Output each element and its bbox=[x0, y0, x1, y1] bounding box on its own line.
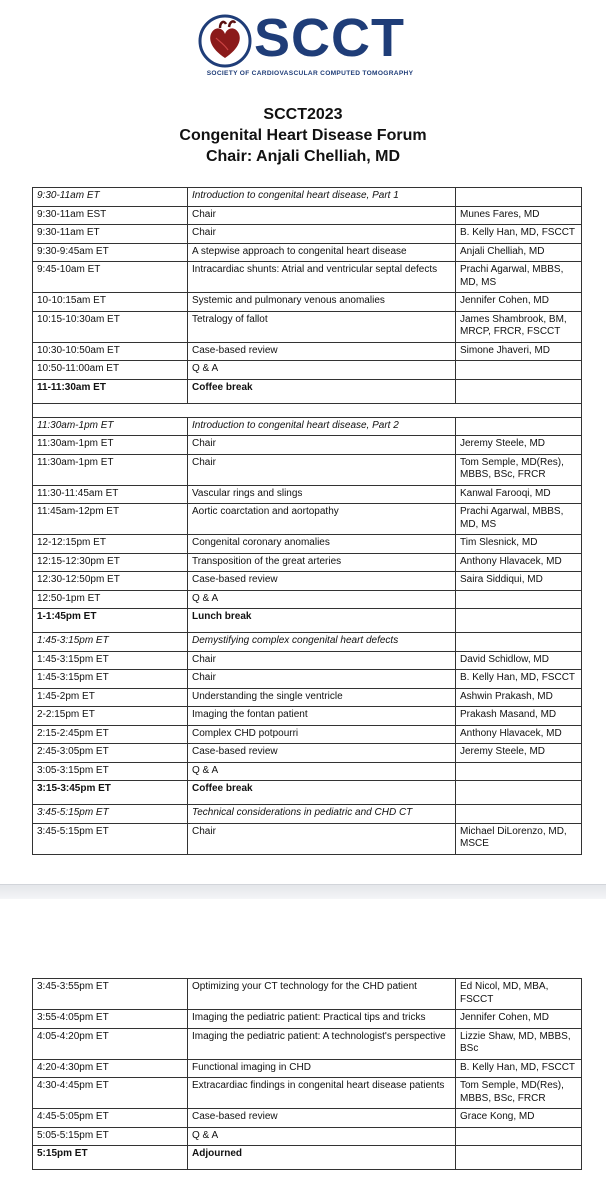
table-row bbox=[33, 225, 582, 244]
cell-time: 3:45-5:15pm ET bbox=[33, 805, 188, 824]
table-row bbox=[33, 1127, 582, 1146]
cell-topic: Q & A bbox=[188, 762, 456, 781]
table-row bbox=[33, 454, 582, 485]
cell-topic: Chair bbox=[188, 670, 456, 689]
table-row bbox=[33, 823, 582, 854]
cell-speaker: Prachi Agarwal, MBBS, MD, MS bbox=[456, 504, 582, 535]
cell-speaker: James Shambrook, BM, MRCP, FRCR, FSCCT bbox=[456, 311, 582, 342]
cell-time: 9:45-10am ET bbox=[33, 262, 188, 293]
cell-time: 3:45-3:55pm ET bbox=[33, 979, 188, 1010]
cell-speaker bbox=[456, 417, 582, 436]
table-row bbox=[33, 688, 582, 707]
table-row bbox=[33, 762, 582, 781]
cell-time: 9:30-11am EST bbox=[33, 206, 188, 225]
cell-topic: Lunch break bbox=[188, 609, 456, 633]
table-row bbox=[33, 1028, 582, 1059]
cell-speaker: Ashwin Prakash, MD bbox=[456, 688, 582, 707]
table-row bbox=[33, 417, 582, 436]
cell-time: 11:30am-1pm ET bbox=[33, 454, 188, 485]
table-row bbox=[33, 293, 582, 312]
cell-speaker: Jeremy Steele, MD bbox=[456, 436, 582, 455]
cell-speaker bbox=[456, 633, 582, 652]
cell-time: 9:30-11am ET bbox=[33, 225, 188, 244]
table-row bbox=[33, 379, 582, 403]
cell-time: 9:30-9:45am ET bbox=[33, 243, 188, 262]
cell-speaker bbox=[456, 590, 582, 609]
table-row bbox=[33, 262, 582, 293]
table-row bbox=[33, 651, 582, 670]
cell-speaker: Kanwal Farooqi, MD bbox=[456, 485, 582, 504]
cell-speaker bbox=[456, 762, 582, 781]
cell-time: 3:55-4:05pm ET bbox=[33, 1010, 188, 1029]
cell-topic: Case-based review bbox=[188, 744, 456, 763]
cell-topic: Functional imaging in CHD bbox=[188, 1059, 456, 1078]
cell-topic: Case-based review bbox=[188, 342, 456, 361]
table-row bbox=[33, 553, 582, 572]
cell-time: 4:05-4:20pm ET bbox=[33, 1028, 188, 1059]
cell-speaker: Munes Fares, MD bbox=[456, 206, 582, 225]
cell-time: 3:45-5:15pm ET bbox=[33, 823, 188, 854]
cell-time: 10:15-10:30am ET bbox=[33, 311, 188, 342]
table-row bbox=[33, 1059, 582, 1078]
cell-speaker: Prachi Agarwal, MBBS, MD, MS bbox=[456, 262, 582, 293]
cell-speaker bbox=[456, 188, 582, 207]
spacer-cell bbox=[33, 403, 582, 417]
cell-speaker: Saira Siddiqui, MD bbox=[456, 572, 582, 591]
table-row bbox=[33, 725, 582, 744]
cell-topic: Chair bbox=[188, 436, 456, 455]
document-page-2 bbox=[0, 899, 606, 1200]
table-row bbox=[33, 572, 582, 591]
cell-topic: Chair bbox=[188, 454, 456, 485]
cell-speaker bbox=[456, 805, 582, 824]
cell-speaker: David Schidlow, MD bbox=[456, 651, 582, 670]
schedule-table-1 bbox=[32, 187, 582, 855]
cell-time: 5:15pm ET bbox=[33, 1146, 188, 1170]
cell-time: 3:05-3:15pm ET bbox=[33, 762, 188, 781]
cell-topic: Systemic and pulmonary venous anomalies bbox=[188, 293, 456, 312]
cell-topic: Aortic coarctation and aortopathy bbox=[188, 504, 456, 535]
cell-topic: Imaging the pediatric patient: Practical tips and tricks bbox=[188, 1010, 456, 1029]
cell-time: 11:30am-1pm ET bbox=[33, 436, 188, 455]
cell-time: 1:45-3:15pm ET bbox=[33, 633, 188, 652]
cell-time: 4:30-4:45pm ET bbox=[33, 1078, 188, 1109]
cell-speaker: Grace Kong, MD bbox=[456, 1109, 582, 1128]
table-row bbox=[33, 609, 582, 633]
title-forum: Congenital Heart Disease Forum bbox=[179, 127, 427, 144]
cell-time: 10:50-11:00am ET bbox=[33, 361, 188, 380]
page-separator bbox=[0, 884, 606, 900]
logo-wordmark: SCCT bbox=[254, 8, 405, 68]
logo-subtitle: SOCIETY OF CARDIOVASCULAR COMPUTED TOMOGRAPHY bbox=[206, 70, 414, 77]
table-row bbox=[33, 342, 582, 361]
table-row bbox=[33, 979, 582, 1010]
cell-topic: Intracardiac shunts: Atrial and ventricular septal defects bbox=[188, 262, 456, 293]
table-row bbox=[33, 311, 582, 342]
cell-speaker: Michael DiLorenzo, MD, MSCE bbox=[456, 823, 582, 854]
cell-topic: Adjourned bbox=[188, 1146, 456, 1170]
cell-speaker: Lizzie Shaw, MD, MBBS, BSc bbox=[456, 1028, 582, 1059]
cell-topic: Optimizing your CT technology for the CHD patient bbox=[188, 979, 456, 1010]
cell-time: 5:05-5:15pm ET bbox=[33, 1127, 188, 1146]
cell-topic: Demystifying complex congenital heart defects bbox=[188, 633, 456, 652]
table-row bbox=[33, 188, 582, 207]
cell-topic: Chair bbox=[188, 206, 456, 225]
cell-speaker bbox=[456, 379, 582, 403]
title-event: SCCT2023 bbox=[263, 106, 343, 123]
cell-time: 4:20-4:30pm ET bbox=[33, 1059, 188, 1078]
cell-topic: Coffee break bbox=[188, 781, 456, 805]
cell-time: 1:45-3:15pm ET bbox=[33, 670, 188, 689]
table-row bbox=[33, 535, 582, 554]
scct-logo bbox=[196, 8, 420, 82]
cell-topic: Imaging the fontan patient bbox=[188, 707, 456, 726]
cell-time: 11:30am-1pm ET bbox=[33, 417, 188, 436]
cell-speaker: B. Kelly Han, MD, FSCCT bbox=[456, 225, 582, 244]
cell-time: 12-12:15pm ET bbox=[33, 535, 188, 554]
table-row bbox=[33, 206, 582, 225]
cell-speaker: Jeremy Steele, MD bbox=[456, 744, 582, 763]
table-row bbox=[33, 504, 582, 535]
cell-speaker: Prakash Masand, MD bbox=[456, 707, 582, 726]
spacer-row bbox=[33, 403, 582, 417]
table-row bbox=[33, 707, 582, 726]
cell-speaker: Anjali Chelliah, MD bbox=[456, 243, 582, 262]
cell-time: 2-2:15pm ET bbox=[33, 707, 188, 726]
cell-topic: Case-based review bbox=[188, 1109, 456, 1128]
cell-topic: Chair bbox=[188, 225, 456, 244]
cell-time: 12:15-12:30pm ET bbox=[33, 553, 188, 572]
cell-topic: Vascular rings and slings bbox=[188, 485, 456, 504]
table-row bbox=[33, 485, 582, 504]
cell-topic: Imaging the pediatric patient: A technologist's perspective bbox=[188, 1028, 456, 1059]
table-row bbox=[33, 243, 582, 262]
cell-topic: A stepwise approach to congenital heart disease bbox=[188, 243, 456, 262]
table-row bbox=[33, 781, 582, 805]
cell-time: 11:45am-12pm ET bbox=[33, 504, 188, 535]
cell-topic: Understanding the single ventricle bbox=[188, 688, 456, 707]
cell-topic: Q & A bbox=[188, 361, 456, 380]
cell-topic: Chair bbox=[188, 823, 456, 854]
schedule-table-2 bbox=[32, 978, 582, 1170]
document-title bbox=[0, 104, 606, 167]
table-row bbox=[33, 744, 582, 763]
cell-speaker: Jennifer Cohen, MD bbox=[456, 1010, 582, 1029]
cell-time: 2:45-3:05pm ET bbox=[33, 744, 188, 763]
cell-topic: Technical considerations in pediatric and CHD CT bbox=[188, 805, 456, 824]
cell-topic: Congenital coronary anomalies bbox=[188, 535, 456, 554]
cell-speaker: Tim Slesnick, MD bbox=[456, 535, 582, 554]
cell-time: 3:15-3:45pm ET bbox=[33, 781, 188, 805]
heart-icon bbox=[198, 14, 252, 68]
cell-speaker: B. Kelly Han, MD, FSCCT bbox=[456, 1059, 582, 1078]
table-row bbox=[33, 1109, 582, 1128]
cell-speaker bbox=[456, 1146, 582, 1170]
cell-time: 1:45-2pm ET bbox=[33, 688, 188, 707]
cell-time: 12:50-1pm ET bbox=[33, 590, 188, 609]
cell-speaker: Anthony Hlavacek, MD bbox=[456, 725, 582, 744]
cell-speaker: B. Kelly Han, MD, FSCCT bbox=[456, 670, 582, 689]
table-row bbox=[33, 1010, 582, 1029]
table-row bbox=[33, 1146, 582, 1170]
title-chair: Chair: Anjali Chelliah, MD bbox=[205, 148, 401, 165]
cell-topic: Complex CHD potpourri bbox=[188, 725, 456, 744]
cell-time: 12:30-12:50pm ET bbox=[33, 572, 188, 591]
cell-time: 10-10:15am ET bbox=[33, 293, 188, 312]
table-row bbox=[33, 1078, 582, 1109]
cell-topic: Case-based review bbox=[188, 572, 456, 591]
cell-speaker: Ed Nicol, MD, MBA, FSCCT bbox=[456, 979, 582, 1010]
cell-speaker: Simone Jhaveri, MD bbox=[456, 342, 582, 361]
table-row bbox=[33, 805, 582, 824]
cell-topic: Coffee break bbox=[188, 379, 456, 403]
cell-speaker bbox=[456, 361, 582, 380]
cell-topic: Q & A bbox=[188, 1127, 456, 1146]
cell-time: 11-11:30am ET bbox=[33, 379, 188, 403]
cell-topic: Transposition of the great arteries bbox=[188, 553, 456, 572]
cell-speaker bbox=[456, 1127, 582, 1146]
cell-topic: Tetralogy of fallot bbox=[188, 311, 456, 342]
cell-topic: Q & A bbox=[188, 590, 456, 609]
cell-topic: Introduction to congenital heart disease, Part 2 bbox=[188, 417, 456, 436]
cell-speaker: Tom Semple, MD(Res), MBBS, BSc, FRCR bbox=[456, 454, 582, 485]
cell-speaker bbox=[456, 781, 582, 805]
table-row bbox=[33, 590, 582, 609]
cell-time: 2:15-2:45pm ET bbox=[33, 725, 188, 744]
cell-speaker: Jennifer Cohen, MD bbox=[456, 293, 582, 312]
cell-topic: Chair bbox=[188, 651, 456, 670]
cell-speaker: Tom Semple, MD(Res), MBBS, BSc, FRCR bbox=[456, 1078, 582, 1109]
cell-speaker bbox=[456, 609, 582, 633]
cell-time: 4:45-5:05pm ET bbox=[33, 1109, 188, 1128]
table-row bbox=[33, 436, 582, 455]
cell-speaker: Anthony Hlavacek, MD bbox=[456, 553, 582, 572]
table-row bbox=[33, 361, 582, 380]
table-row bbox=[33, 670, 582, 689]
cell-time: 11:30-11:45am ET bbox=[33, 485, 188, 504]
cell-time: 10:30-10:50am ET bbox=[33, 342, 188, 361]
cell-time: 9:30-11am ET bbox=[33, 188, 188, 207]
cell-time: 1-1:45pm ET bbox=[33, 609, 188, 633]
cell-topic: Extracardiac findings in congenital heart disease patients bbox=[188, 1078, 456, 1109]
cell-time: 1:45-3:15pm ET bbox=[33, 651, 188, 670]
table-row bbox=[33, 633, 582, 652]
cell-topic: Introduction to congenital heart disease, Part 1 bbox=[188, 188, 456, 207]
